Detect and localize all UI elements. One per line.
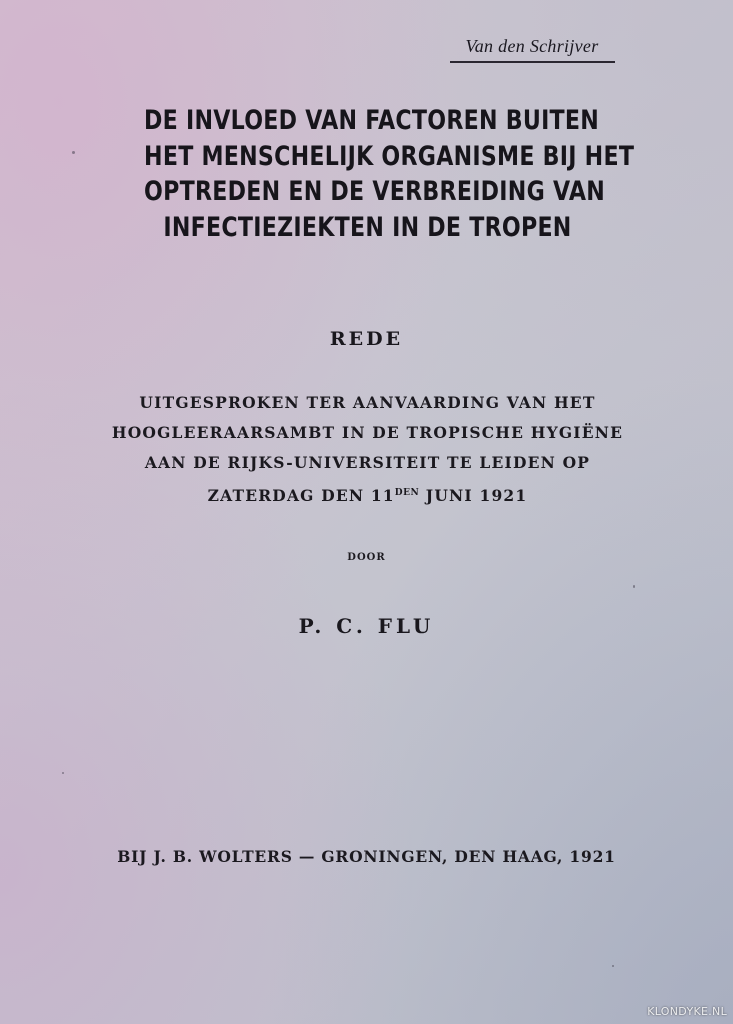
occasion-description bbox=[80, 388, 655, 511]
title-line: HET MENSCHELIJK ORGANISME BIJ HET bbox=[144, 140, 635, 172]
subtitle-line: AAN DE RIJKS-UNIVERSITEIT TE LEIDEN OP bbox=[144, 453, 591, 472]
date-suffix: JUNI 1921 bbox=[419, 486, 528, 505]
date-prefix: ZATERDAG DEN 11 bbox=[207, 486, 395, 505]
paper-speck bbox=[62, 772, 64, 774]
dedication-inscription: Van den Schrijver bbox=[465, 36, 599, 56]
watermark: KLONDYKE.NL bbox=[647, 1005, 727, 1018]
subtitle-line: UITGESPROKEN TER AANVAARDING VAN HET bbox=[139, 393, 596, 412]
author-name: P. C. FLU bbox=[298, 614, 435, 638]
date-superscript: DEN bbox=[394, 488, 420, 498]
title-line: INFECTIEZIEKTEN IN DE TROPEN bbox=[163, 211, 572, 243]
by-label: DOOR bbox=[347, 552, 386, 563]
dedication-underline bbox=[450, 61, 615, 63]
book-title bbox=[144, 103, 635, 245]
title-line: OPTREDEN EN DE VERBREIDING VAN bbox=[144, 176, 605, 207]
paper-speck bbox=[612, 965, 614, 967]
date-line bbox=[80, 478, 655, 511]
subtitle-line: HOOGLEERAARSAMBT IN DE TROPISCHE HYGIËNE bbox=[111, 423, 624, 442]
title-line: DE INVLOED VAN FACTOREN BUITEN bbox=[144, 105, 600, 136]
paper-speck bbox=[72, 151, 75, 154]
publisher-imprint: BIJ J. B. WOLTERS — GRONINGEN, DEN HAAG, 1921 bbox=[117, 847, 616, 866]
genre-heading: REDE bbox=[329, 328, 404, 350]
paper-speck bbox=[633, 585, 635, 588]
